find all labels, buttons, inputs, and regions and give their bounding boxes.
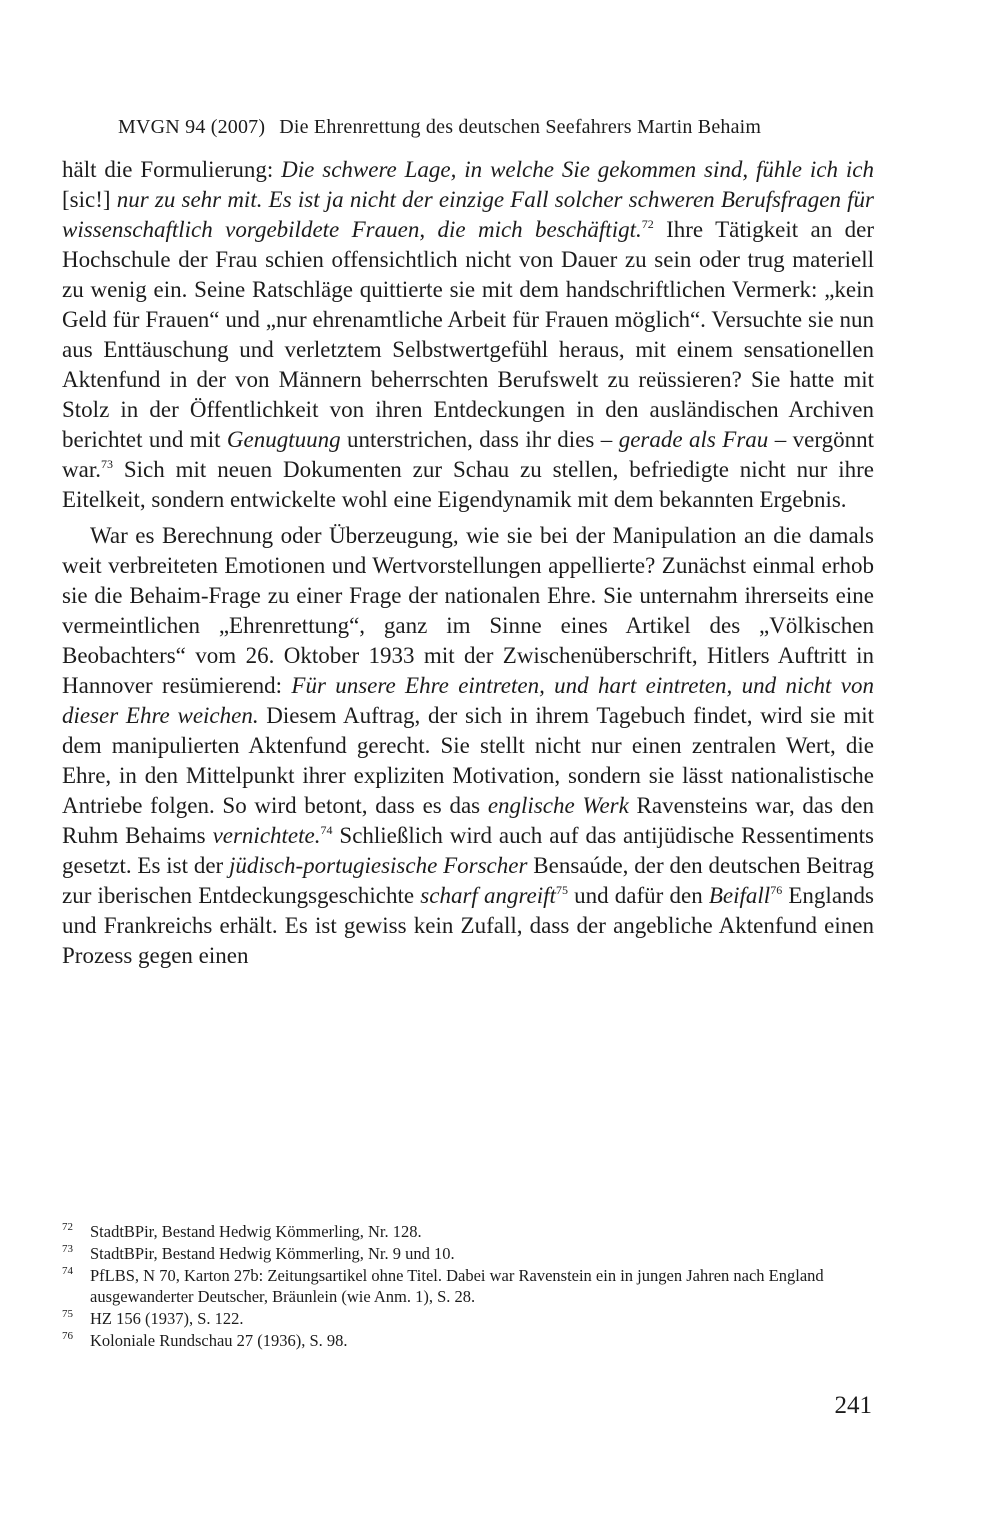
text-run: Englands und Frankreichs erhält. Es ist gewiss kein Zufall, dass der angebliche Aktenfund einen Prozess gegen einen	[62, 883, 874, 968]
footnote-73	[62, 1243, 874, 1264]
text-run: und dafür den	[567, 883, 709, 908]
text-run: hält die Formulierung:	[62, 157, 282, 182]
text-run: Schließlich wird auch auf das antijüdische Ressentiments gesetzt. Es ist der	[62, 823, 874, 878]
italic-term: jüdisch-portugiesische Forscher	[229, 853, 528, 878]
text-run: Ihre Tätigkeit an der Hochschule der Frau schien offensichtlich nicht von Dauer zu sein oder trug materiell zu wenig ein. Seine Ratschläge quittierte sie mit dem handschriftlichen Vermerk: „kein Geld für Frauen“ und „nur ehrenamtliche Arbeit für Frauen möglich“. Versuchte sie nun aus Enttäuschung und verletztem Selbstwertgefühl heraus, mit einem sensationellen Aktenfund in der von Männern beherrschten Berufswelt zu reüssieren? Sie hatte mit Stolz in der Öffentlichkeit von ihren Entdeckungen in den ausländischen Archiven berichtet und mit	[62, 217, 874, 452]
italic-quote: nur zu sehr mit. Es ist ja nicht der einzige Fall solcher schweren Berufsfragen für wissenschaftlich vorgebildete Frauen, die mich beschäftigt.	[62, 187, 875, 242]
footnotes	[62, 1221, 874, 1352]
footnote-ref-74[interactable]: 74	[320, 823, 333, 837]
footnote-ref-76[interactable]: 76	[770, 883, 783, 897]
main-text	[62, 155, 874, 971]
footnote-ref-72[interactable]: 72	[641, 217, 654, 231]
footnote-number: 73	[62, 1243, 73, 1255]
text-run: War es Berechnung oder Überzeugung, wie sie bei der Manipulation an die damals weit verbreiteten Emotionen und Wertvorstellungen appellierte? Zunächst einmal erhob sie die Behaim-Frage zu einer Frage der nationalen Ehre. Sie unternahm ihrerseits eine vermeintlichen „Ehrenrettung“, ganz im Sinne eines Artikel des „Völkischen Beobachters“ vom 26. Oktober 1933 mit der Zwischenüberschrift, Hitlers Auftritt in Hannover resümierend:	[62, 523, 874, 698]
italic-term: vernichtete.	[212, 823, 321, 848]
italic-term: Beifall	[708, 883, 771, 908]
italic-quote: Die schwere Lage, in welche Sie gekommen sind, fühle ich ich	[281, 157, 874, 182]
paragraph-2	[62, 521, 874, 971]
footnote-75	[62, 1308, 874, 1329]
text-run: Sich mit neuen Dokumenten zur Schau zu stellen, befriedigte nicht nur ihre Eitelkeit, sondern entwickelte wohl eine Eigendynamik mit dem bekannten Ergebnis.	[62, 457, 874, 512]
footnote-text: PfLBS, N 70, Karton 27b: Zeitungsartikel ohne Titel. Dabei war Ravenstein ein in jungen Jahren nach England ausgewanderter Deutscher, Bräunlein (wie Anm. 1), S. 28.	[90, 1266, 824, 1306]
running-header	[118, 116, 878, 139]
text-run: unterstrichen, dass ihr dies –	[340, 427, 619, 452]
text-run: [sic!]	[62, 187, 117, 212]
paragraph-1	[62, 155, 874, 515]
footnote-text: StadtBPir, Bestand Hedwig Kömmerling, Nr. 9 und 10.	[90, 1244, 455, 1263]
footnote-text: HZ 156 (1937), S. 122.	[90, 1309, 244, 1328]
footnote-number: 72	[62, 1221, 73, 1233]
footnote-ref-75[interactable]: 75	[555, 883, 568, 897]
text-run: – vergönnt war.	[62, 427, 874, 482]
footnote-number: 76	[62, 1330, 73, 1342]
footnote-74	[62, 1265, 874, 1307]
footnote-text: StadtBPir, Bestand Hedwig Kömmerling, Nr. 128.	[90, 1222, 422, 1241]
footnote-76	[62, 1330, 874, 1351]
italic-term: englische Werk	[487, 793, 629, 818]
footnote-ref-73[interactable]: 73	[100, 457, 113, 471]
italic-term: scharf angreift	[420, 883, 556, 908]
article-title: Die Ehrenrettung des deutschen Seefahrers Martin Behaim	[279, 116, 762, 138]
footnote-number: 75	[62, 1308, 73, 1320]
footnote-number: 74	[62, 1265, 73, 1277]
page-number: 241	[834, 1392, 872, 1419]
italic-quote: Für unsere Ehre eintreten, und hart eintreten, und nicht von dieser Ehre weichen.	[62, 673, 874, 728]
journal-reference: MVGN 94 (2007)	[118, 116, 266, 138]
footnote-72	[62, 1221, 874, 1242]
italic-term: gerade als Frau	[618, 427, 769, 452]
text-run: Bensaúde, der den deutschen Beitrag zur iberischen Entdeckungsgeschichte	[62, 853, 874, 908]
footnote-text: Koloniale Rundschau 27 (1936), S. 98.	[90, 1331, 348, 1350]
text-run: Ravensteins war, das den Ruhm Behaims	[62, 793, 875, 848]
text-run: Diesem Auftrag, der sich in ihrem Tagebuch findet, wird sie mit dem manipulierten Aktenfund gerecht. Sie stellt nicht nur einen zentralen Wert, die Ehre, in den Mittelpunkt ihrer expliziten Motivation, sondern sie lässt nationalistische Antriebe folgen. So wird betont, dass es das	[62, 703, 875, 818]
italic-term: Genugtuung	[226, 427, 341, 452]
